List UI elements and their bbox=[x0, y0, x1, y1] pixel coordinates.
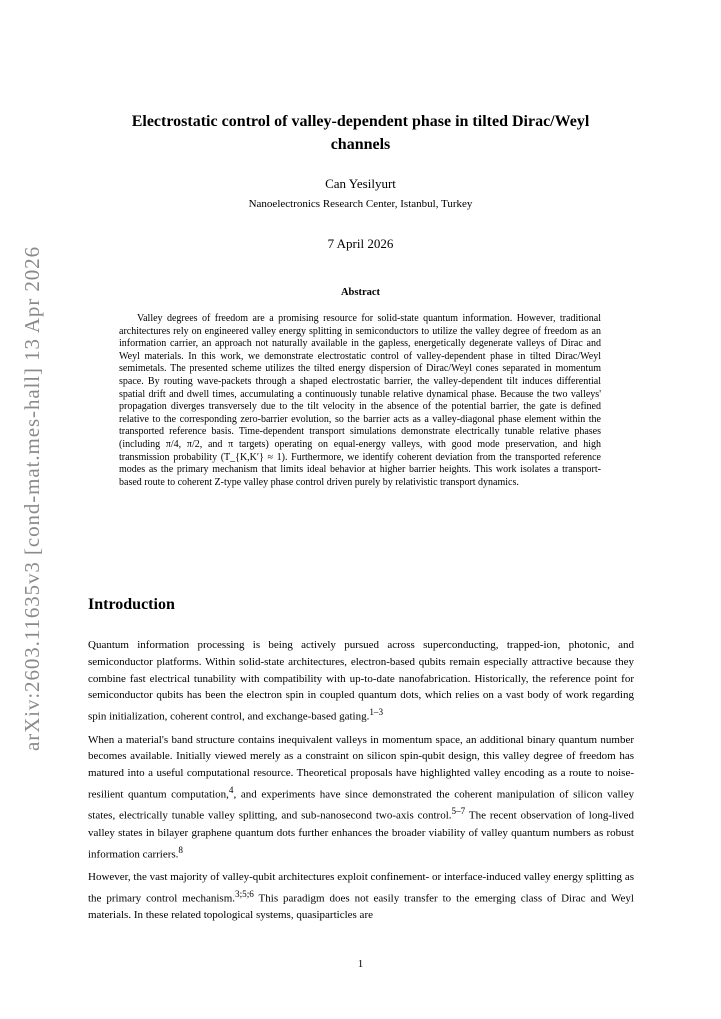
intro-paragraph-3-text: This paradigm does not easily transfer to the emerging class of Dirac and Weyl materials. In these related topological systems, quasiparticles are bbox=[88, 892, 634, 922]
citation-superscript: 3;5;6 bbox=[235, 888, 254, 899]
citation-superscript: 8 bbox=[178, 844, 183, 855]
intro-paragraph-3-text: However, the vast majority of valley-qubit architectures exploit confinement- or interface-induced valley energy splitting as the primary control mechanism. bbox=[88, 871, 634, 905]
arxiv-identifier-stamp bbox=[12, 238, 52, 758]
intro-paragraph-1-text: Quantum information processing is being actively pursued across superconducting, trapped-ion, photonic, and semiconductor platforms. Within solid-state architectures, electron-based qubits remain especially attractive because they combine fast electrical tunability with compatibility with up-to-date nanofabrication. Historically, the reference point for semiconductor qubits has been the electron spin in coupled quantum dots, which relies on a vast body of work regarding spin initialization, coherent control, and exchange-based gating. bbox=[88, 639, 634, 723]
citation-superscript: 5–7 bbox=[451, 806, 466, 817]
page-number: 1 bbox=[357, 958, 364, 970]
intro-paragraph-2 bbox=[88, 732, 634, 864]
arxiv-identifier-text: arXiv:2603.11635v3 [cond-mat.mes-hall] 13 Apr 2026 bbox=[19, 245, 44, 751]
introduction-body bbox=[88, 637, 634, 930]
intro-paragraph-2-text: When a material's band structure contains inequivalent valleys in momentum space, an additional binary quantum number becomes available. Initially viewed merely as a constraint on silicon spin-qubit design, this valley degree of freedom has matured into a useful computational resource. Theoretical proposals have highlighted valley encoding as a route to noise-resilient quantum computation, bbox=[88, 733, 634, 801]
publication-date: 7 April 2026 bbox=[327, 236, 394, 251]
intro-paragraph-1 bbox=[88, 637, 634, 726]
abstract-heading: Abstract bbox=[340, 287, 381, 298]
intro-paragraph-3 bbox=[88, 869, 634, 924]
intro-paragraph-2-text: The recent observation of long-lived valley states in bilayer graphene quantum dots further enhances the broader viability of valley quantum numbers as robust information carriers. bbox=[88, 810, 635, 861]
author-name: Can Yesilyurt bbox=[325, 176, 396, 191]
citation-superscript: 4 bbox=[228, 785, 234, 796]
paper-title: Electrostatic control of valley-dependent phase in tilted Dirac/Weyl channels bbox=[131, 113, 590, 153]
introduction-heading: Introduction bbox=[88, 596, 175, 613]
citation-superscript: 1–3 bbox=[369, 707, 384, 718]
author-affiliation: Nanoelectronics Research Center, Istanbul, Turkey bbox=[248, 198, 473, 210]
abstract-text: Valley degrees of freedom are a promising resource for solid-state quantum information. However, traditional architectures rely on engineered valley energy splitting in semiconductors to utilize the valley degree of freedom as an information carrier, an approach not naturally available in the gapless, energetically degenerate valleys of Dirac and Weyl materials. In this work, we demonstrate electrostatic control of valley-dependent phase in tilted Dirac/Weyl semimetals. The presented scheme utilizes the tilted energy dispersion of Dirac/Weyl cones separated in momentum space. By routing wave-packets through a shaped electrostatic barrier, the valley-dependent tilt induces differential spatial drift and dwell times, accumulating a continuously tunable relative dynamical phase. Because the two valleys' propagation diverges transversely due to the tilt velocity in the absence of the potential barrier, the gate is defined relative to the corresponding zero-barrier evolution, so the barrier acts as a valley-diagonal phase element within the transported reference basis. Time-dependent transport simulations demonstrate electrically tunable relative phases (including π/4, π/2, and π targets) operating on equal-energy valleys, with good mode preservation, and high transmission probability (T_{K,K′} ≈ 1). Furthermore, we identify coherent deviation from the transported reference modes as the primary mechanism that limits ideal behavior at higher barrier heights. This work isolates a transport-based route to coherent Z-type valley phase control driven purely by relativistic transport dynamics. bbox=[119, 313, 601, 488]
intro-paragraph-2-text: , and experiments have since demonstrated the coherent manipulation of silicon valley states, electrically tunable valley splitting, and sub-nanosecond two-axis control. bbox=[88, 788, 634, 823]
